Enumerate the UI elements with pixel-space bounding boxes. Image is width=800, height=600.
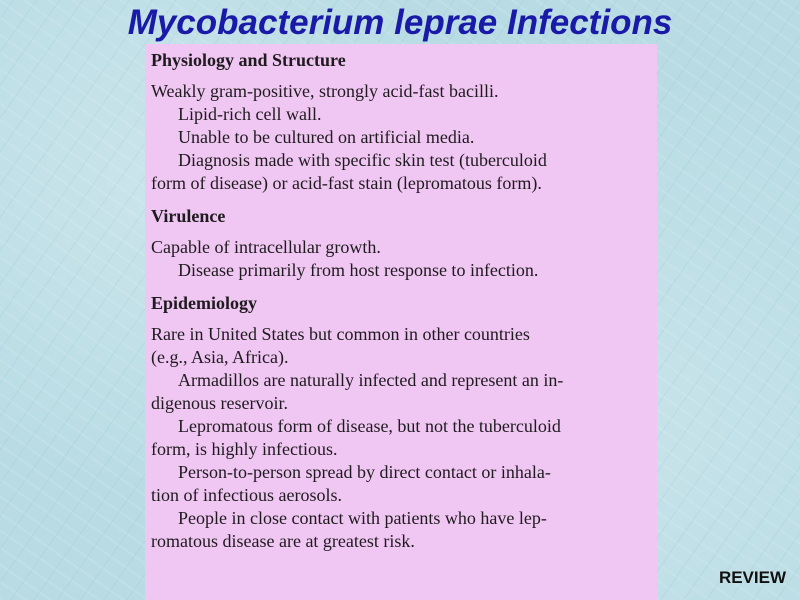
section-heading-virulence: Virulence xyxy=(151,206,226,226)
physiology-line: form of disease) or acid-fast stain (lepromatous form). xyxy=(151,173,542,193)
slide-title: Mycobacterium leprae Infections xyxy=(127,3,673,42)
section-heading-epidemiology: Epidemiology xyxy=(151,293,258,313)
physiology-line: Weakly gram-positive, strongly acid-fast bacilli. xyxy=(151,81,499,101)
section-heading-physiology: Physiology and Structure xyxy=(151,50,346,70)
physiology-line: Lipid-rich cell wall. xyxy=(178,104,322,124)
physiology-line: Unable to be cultured on artificial media. xyxy=(178,127,475,147)
epidemiology-line: (e.g., Asia, Africa). xyxy=(151,347,289,367)
epidemiology-line: Rare in United States but common in other countries xyxy=(151,324,530,344)
epidemiology-line: romatous disease are at greatest risk. xyxy=(151,531,415,551)
epidemiology-line: Person-to-person spread by direct contact or inhala- xyxy=(178,462,551,482)
epidemiology-line: digenous reservoir. xyxy=(151,393,288,413)
epidemiology-line: People in close contact with patients who have lep- xyxy=(178,508,547,528)
virulence-line: Disease primarily from host response to infection. xyxy=(178,260,539,280)
epidemiology-line: tion of infectious aerosols. xyxy=(151,485,342,505)
epidemiology-line: form, is highly infectious. xyxy=(151,439,338,459)
review-link[interactable]: REVIEW xyxy=(718,568,786,587)
epidemiology-line: Armadillos are naturally infected and represent an in- xyxy=(178,370,564,390)
content-panel xyxy=(145,44,657,600)
virulence-line: Capable of intracellular growth. xyxy=(151,237,381,257)
physiology-line: Diagnosis made with specific skin test (tuberculoid xyxy=(178,150,547,170)
epidemiology-line: Lepromatous form of disease, but not the tuberculoid xyxy=(178,416,561,436)
